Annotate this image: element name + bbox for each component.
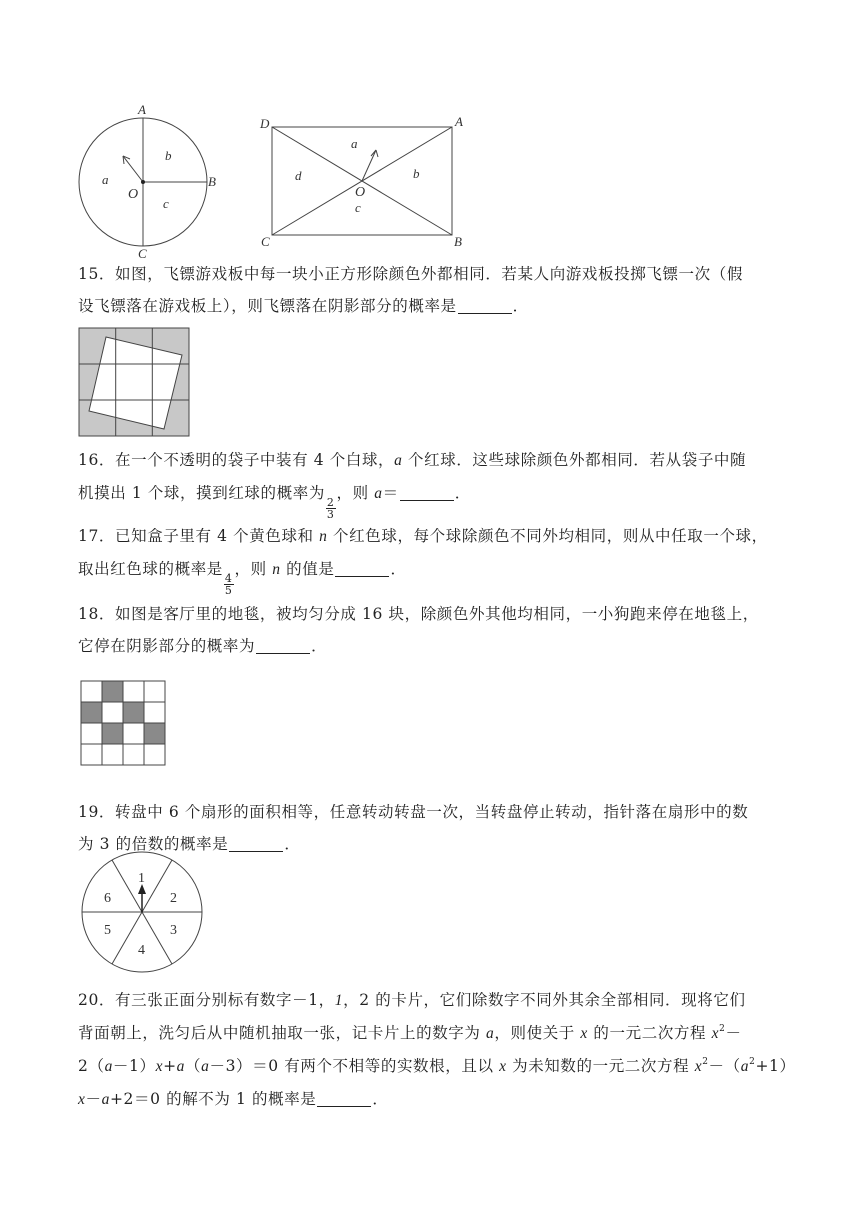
rect-label-D: D — [260, 116, 270, 131]
q17-var-n: n — [319, 528, 328, 545]
q17-fraction — [224, 573, 234, 596]
sector-number-6: 6 — [104, 891, 111, 906]
q20-text-3e: －3）＝0 有两个不相等的实数根，且以 — [209, 1057, 500, 1075]
q20-text-3g: －（ — [708, 1057, 741, 1075]
circle-label-O: O — [128, 187, 139, 202]
q20-text-3a: 2（ — [78, 1057, 105, 1075]
q15-end: ． — [512, 297, 529, 315]
six-sector-spinner-figure — [80, 850, 204, 974]
q17-end: ． — [390, 560, 407, 578]
q16-frac-den: 3 — [326, 508, 335, 521]
rect-label-a: a — [351, 136, 358, 151]
dart-board-figure — [78, 327, 192, 439]
answer-blank-19[interactable] — [229, 835, 283, 852]
q17-frac-num: 4 — [224, 572, 233, 585]
q18-line-1: 18．如图是客厅里的地毯，被均匀分成 16 块，除颜色外其他均相同，一小狗跑来停在地毯上， — [78, 605, 759, 623]
q20-text-3f: 为未知数的一元二次方程 — [506, 1057, 695, 1075]
q15-line-2 — [78, 290, 788, 322]
q17-text-b: 个红色球，每个球除颜色不同外均相同，则从中任取一个球， — [327, 527, 768, 545]
q16-end: ． — [454, 484, 471, 502]
q20-var-x-5: x — [694, 1058, 703, 1075]
q20-text-1a: 20．有三张正面分别标有数字－1， — [78, 991, 335, 1009]
q20-var-a-6: a — [101, 1091, 110, 1108]
q20-text-4a: － — [85, 1090, 102, 1108]
circle-label-c: c — [163, 196, 169, 211]
carpet-grid-figure — [80, 680, 168, 766]
q20-line-4 — [78, 1083, 788, 1116]
q20-text-2c: 的一元二次方程 — [587, 1024, 712, 1042]
q19-end: ． — [284, 835, 301, 853]
rect-label-b: b — [413, 166, 420, 181]
q16-text-c: 机摸出 1 个球，摸到红球的概率为 — [78, 484, 325, 502]
q20-var-a-4: a — [201, 1058, 210, 1075]
sector-number-1: 1 — [138, 871, 145, 886]
q20-text-2d: － — [725, 1024, 742, 1042]
q17-line-2 — [78, 553, 788, 596]
q17-line-1 — [78, 520, 788, 553]
q17-frac-den: 5 — [224, 584, 233, 597]
q20-var-x-2: x — [711, 1025, 720, 1042]
q20-text-4b: +2＝0 的解不为 1 的概率是 — [109, 1090, 317, 1108]
q20-end: ． — [372, 1090, 389, 1108]
q20-var-a-3: a — [176, 1058, 186, 1075]
q16-line-1 — [78, 444, 788, 477]
q20-line-2 — [78, 1017, 788, 1050]
q20-var-x: x — [580, 1025, 588, 1042]
q16-var-a: a — [394, 452, 403, 469]
rect-label-A: A — [455, 114, 463, 129]
q20-square-3: 2 — [749, 1057, 756, 1067]
q17-text-e: 的值是 — [280, 560, 335, 578]
q20-text-3h: +1） — [755, 1057, 796, 1075]
q17-var-n-2: n — [272, 561, 281, 578]
sector-number-5: 5 — [104, 923, 111, 938]
q20-text-2a: 背面朝上，洗匀后从中随机抽取一张，记卡片上的数字为 — [78, 1024, 487, 1042]
answer-blank-18[interactable] — [256, 637, 310, 654]
rect-label-C: C — [261, 234, 270, 249]
q16-line-2 — [78, 477, 788, 520]
rect-spinner-figure — [255, 108, 475, 250]
question-15 — [78, 258, 788, 322]
q20-text-2b: ，则使关于 — [494, 1024, 581, 1042]
q18-text: 它停在阴影部分的概率为 — [78, 637, 256, 655]
q20-var-x-4: x — [499, 1058, 507, 1075]
q20-var-a-2: a — [104, 1058, 113, 1075]
q16-frac-num: 2 — [326, 496, 335, 509]
q20-var-x-6: x — [78, 1091, 86, 1108]
sector-number-2: 2 — [170, 891, 177, 906]
q18-end: ． — [311, 637, 328, 655]
circle-label-a: a — [102, 172, 109, 187]
q20-text-1b: ，2 的卡片，它们除数字不同外其余全部相同．现将它们 — [343, 991, 746, 1009]
q15-line-1: 15．如图，飞镖游戏板中每一块小正方形除颜色外都相同．若某人向游戏板投掷飞镖一次（假 — [78, 265, 743, 283]
q16-eq: ＝ — [382, 484, 399, 502]
q16-text-d: ，则 — [336, 484, 375, 502]
rect-label-d: d — [295, 168, 302, 183]
q20-line-3 — [78, 1050, 796, 1083]
q20-line-1 — [78, 984, 788, 1017]
q17-text-a: 17．已知盒子里有 4 个黄色球和 — [78, 527, 320, 545]
rect-label-B: B — [454, 234, 462, 249]
q20-var-a: a — [486, 1025, 495, 1042]
answer-blank-17[interactable] — [335, 560, 389, 577]
question-18 — [78, 598, 788, 662]
q20-text-3c: + — [163, 1057, 177, 1075]
q19-text: 为 3 的倍数的概率是 — [78, 835, 229, 853]
question-20 — [78, 984, 796, 1116]
rect-label-c: c — [355, 200, 361, 215]
circle-spinner-figure — [70, 100, 230, 260]
rect-label-O: O — [355, 185, 366, 200]
sector-number-3: 3 — [170, 923, 177, 938]
q15-text: 设飞镖落在游戏板上），则飞镖落在阴影部分的概率是 — [78, 297, 457, 315]
circle-label-C: C — [138, 246, 147, 260]
q20-square: 2 — [719, 1024, 726, 1034]
circle-label-A: A — [138, 102, 146, 117]
q19-line-1: 19．转盘中 6 个扇形的面积相等，任意转动转盘一次，当转盘停止转动，指针落在扇形中的数 — [78, 803, 749, 821]
question-16 — [78, 444, 788, 520]
q18-line-2 — [78, 630, 788, 662]
q17-text-d: ，则 — [234, 560, 273, 578]
q17-text-c: 取出红色球的概率是 — [78, 560, 223, 578]
circle-label-b: b — [165, 148, 172, 163]
q20-one: 1 — [334, 992, 344, 1009]
answer-blank-16[interactable] — [400, 484, 454, 501]
answer-blank-15[interactable] — [458, 297, 512, 314]
circle-label-B: B — [208, 174, 216, 189]
q20-text-3b: －1） — [112, 1057, 156, 1075]
sector-number-4: 4 — [138, 943, 145, 958]
answer-blank-20[interactable] — [317, 1090, 371, 1107]
q20-var-x-3: x — [155, 1058, 164, 1075]
q20-var-a-5: a — [740, 1058, 750, 1075]
question-17 — [78, 520, 788, 596]
q16-var-a-2: a — [374, 485, 383, 502]
q16-text-b: 个红球．这些球除颜色外都相同．若从袋子中随 — [402, 451, 747, 469]
q20-text-3d: （ — [185, 1057, 202, 1075]
q16-fraction — [326, 497, 336, 520]
q16-text-a: 16．在一个不透明的袋子中装有 4 个白球， — [78, 451, 395, 469]
q20-square-2: 2 — [702, 1057, 709, 1067]
